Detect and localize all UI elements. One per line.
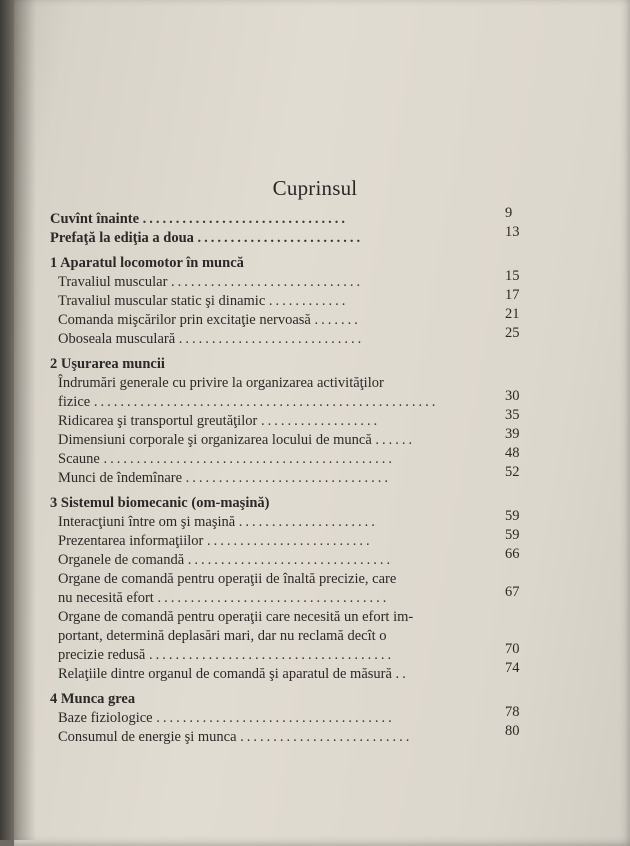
toc-leader-dots: ............................ [178,331,365,347]
toc-entry-text: 3 Sistemul biomecanic (om-maşină) [50,495,270,511]
toc-page-number: 15 [505,268,520,284]
page-fold-shadow [14,0,36,840]
toc-page-number: 74 [505,660,520,676]
toc-leader-dots: ............................... [142,211,349,227]
toc-entry-text: Prezentarea informaţiilor [58,533,204,549]
toc-leader-dots: ............................................ [103,451,395,467]
toc-entry-text: Consumul de energie şi munca [58,729,237,745]
toc-entry [50,584,550,608]
toc-entry-text: Organe de comandă pentru operaţii care necesită un efort im- [58,609,414,625]
toc-entry-text: Scaune [58,451,100,467]
toc-entry [50,641,550,665]
toc-entry-text: portant, determină deplasări mari, dar nu reclamă decît o [58,628,387,644]
toc-leader-dots: ................................... [157,590,390,606]
toc-entry [50,268,550,292]
toc-page-number: 80 [505,723,520,739]
toc-leader-dots: ............................... [187,552,394,568]
toc-entry [50,388,550,412]
toc-entry-text: Dimensiuni corporale şi organizarea locului de muncă [58,432,372,448]
toc-entry [50,374,550,393]
toc-leader-dots: ..................... [238,514,378,530]
toc-section-heading [50,494,550,513]
toc-leader-dots: ....... [314,312,361,328]
toc-leader-dots: .................................................... [93,394,439,410]
toc-entry-text: Prefaţă la ediţia a doua [50,230,194,246]
toc-page-number: 78 [505,704,520,720]
toc-entry [50,570,550,589]
toc-entry-text: Comanda mişcărilor prin excitaţie nervoasă [58,312,311,328]
toc-page-number: 35 [505,407,520,423]
toc-leader-dots: ............ [268,293,349,309]
table-of-contents [50,205,550,747]
toc-entry-text: 1 Aparatul locomotor în muncă [50,255,244,271]
toc-leader-dots: .......................... [240,729,413,745]
toc-entry-text: Oboseala musculară [58,331,176,347]
toc-entry-text: Ridicarea şi transportul greutăţilor [58,413,258,429]
toc-entry [50,426,550,450]
toc-leader-dots: ............................... [185,470,392,486]
toc-entry-text: Interacţiuni între om şi maşină [58,514,236,530]
toc-entry-text: 2 Uşurarea muncii [50,356,165,372]
toc-page-number: 52 [505,464,520,480]
toc-page-number: 67 [505,584,520,600]
toc-entry-text: Travaliul muscular static şi dinamic [58,293,266,309]
toc-entry-text: Baze fiziologice [58,710,153,726]
toc-entry [50,464,550,488]
toc-page-number: 30 [505,388,520,404]
toc-entry [50,407,550,431]
toc-page-number: 17 [505,287,520,303]
toc-entry [50,608,550,627]
toc-leader-dots: ............................. [171,274,364,290]
toc-title: Cuprinsul [272,176,358,200]
toc-leader-dots: ...... [375,432,416,448]
toc-section-heading [50,690,550,709]
toc-entry-text: precizie redusă [58,647,146,663]
toc-section-heading [50,355,550,374]
toc-entry-text: Relaţiile dintre organul de comandă şi aparatul de măsură [58,666,392,682]
toc-page-number: 70 [505,641,520,657]
toc-entry [50,527,550,551]
toc-leader-dots: .................................... [156,710,395,726]
toc-entry-text: Munci de îndemînare [58,470,183,486]
toc-entry [50,660,550,684]
toc-entry-text: Organe de comandă pentru operaţii de înaltă precizie, care [58,571,397,587]
toc-page-number: 59 [505,508,520,524]
toc-page-number: 25 [505,325,520,341]
toc-entry-text: Cuvînt înainte [50,211,140,227]
toc-page-number: 9 [505,205,513,221]
toc-entry [50,508,550,532]
toc-page-number: 66 [505,546,520,562]
toc-entry [50,205,550,229]
toc-page-number: 39 [505,426,520,442]
toc-entry [50,224,550,248]
toc-entry-text: nu necesită efort [58,590,154,606]
toc-entry-text: Organele de comandă [58,552,185,568]
toc-section-heading [50,254,550,273]
toc-page-number: 21 [505,306,520,322]
toc-leader-dots: ......................... [206,533,373,549]
toc-entry-text: fizice [58,394,91,410]
toc-leader-dots: .. [395,666,409,682]
toc-page-number: 48 [505,445,520,461]
toc-page-number: 13 [505,224,520,240]
toc-entry-text: Îndrumări generale cu privire la organizarea activităţilor [58,375,384,391]
toc-page-number: 59 [505,527,520,543]
toc-entry [50,287,550,311]
toc-entry [50,445,550,469]
toc-entry-text: 4 Munca grea [50,691,136,707]
toc-entry [50,627,550,646]
toc-entry [50,704,550,728]
toc-entry [50,546,550,570]
toc-entry [50,723,550,747]
toc-entry [50,306,550,330]
toc-entry-text: Travaliul muscular [58,274,168,290]
toc-leader-dots: ......................... [197,230,364,246]
toc-leader-dots: .................. [260,413,381,429]
toc-leader-dots: ..................................... [148,647,395,663]
toc-entry [50,325,550,349]
